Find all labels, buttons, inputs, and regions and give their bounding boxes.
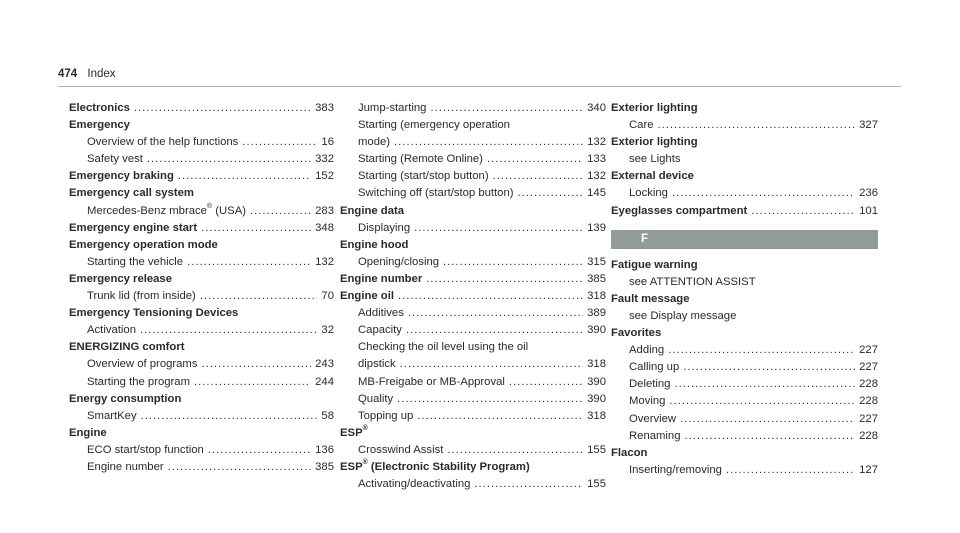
sub-entry[interactable]: Crosswind Assist ..... 155 — [340, 442, 606, 459]
leader-dots — [443, 254, 583, 271]
leader-dots — [141, 408, 318, 425]
leader-dots — [751, 203, 855, 220]
index-column-1 — [69, 100, 334, 476]
entry-heading[interactable]: Eyeglasses compartment ..... 101 — [611, 203, 878, 220]
page-ref: 340 — [587, 102, 606, 114]
page-ref: 228 — [859, 378, 878, 391]
leader-dots — [408, 305, 583, 322]
page-ref: 139 — [587, 221, 606, 234]
index-column-2 — [340, 100, 606, 493]
sub-entry[interactable]: Quality ..... 390 — [340, 391, 606, 408]
leader-dots — [474, 476, 583, 493]
leader-dots — [672, 185, 855, 202]
page-ref: 228 — [859, 429, 878, 442]
index-column-3 — [611, 100, 878, 479]
entry-heading: ESP® (Electronic Stability Program) — [340, 459, 530, 473]
entry-heading: Engine — [69, 426, 107, 439]
entry-heading: Energy consumption — [69, 392, 182, 405]
leader-dots — [417, 408, 583, 425]
index-entry — [69, 168, 334, 185]
index-entry — [69, 185, 334, 219]
page-ref: 132 — [587, 170, 606, 183]
page-ref: 327 — [859, 119, 878, 132]
page-ref: 383 — [315, 102, 334, 114]
leader-dots — [242, 134, 317, 151]
leader-dots — [168, 459, 312, 476]
leader-dots — [668, 342, 855, 359]
sub-entry[interactable]: Activating/deactivating ..... 155 — [340, 476, 606, 493]
leader-dots — [187, 254, 311, 271]
page-ref: 348 — [315, 221, 334, 234]
index-entry — [69, 425, 334, 476]
index-entry — [69, 271, 334, 305]
leader-dots — [487, 151, 583, 168]
sub-entry[interactable]: Switching off (start/stop button) ..... 145 — [340, 185, 606, 202]
sub-entry[interactable]: Jump-starting ..... 340 — [340, 100, 606, 117]
page-ref: 136 — [315, 443, 334, 456]
page-ref: 389 — [587, 307, 606, 320]
section-letter-bar: F — [611, 230, 878, 249]
sub-entry[interactable]: Overview of programs ..... 243 — [69, 356, 334, 373]
leader-dots — [200, 288, 318, 305]
sub-entry[interactable]: Starting (emergency operation mode) ..... 132 — [340, 117, 606, 151]
sub-entry[interactable]: Topping up ..... 318 — [340, 408, 606, 425]
entry-heading: Fault message — [611, 292, 690, 305]
page-ref: 58 — [321, 409, 334, 422]
entry-heading[interactable]: Engine number ..... 385 — [340, 271, 606, 288]
page-ref: 133 — [587, 153, 606, 166]
leader-dots — [208, 442, 311, 459]
page-ref: 390 — [587, 375, 606, 388]
index-entry — [69, 391, 334, 425]
entry-heading[interactable]: Engine oil ..... 318 — [340, 288, 606, 305]
page-ref: 132 — [315, 255, 334, 268]
leader-dots — [447, 442, 583, 459]
cross-reference[interactable]: see Display message — [629, 309, 737, 322]
entry-heading: Engine data — [340, 204, 405, 217]
entry-heading: ENERGIZING comfort — [69, 341, 185, 354]
entry-heading: ESP® — [340, 425, 368, 439]
page-ref: 152 — [315, 170, 334, 183]
sub-entry[interactable]: Opening/closing ..... 315 — [340, 254, 606, 271]
leader-dots — [518, 185, 584, 202]
sub-entry[interactable]: Starting (start/stop button) ..... 132 — [340, 168, 606, 185]
page-header — [58, 68, 116, 80]
entry-heading: Favorites — [611, 327, 662, 340]
page-ref: 318 — [587, 290, 606, 303]
page-ref: 227 — [859, 344, 878, 357]
sub-entry[interactable]: Calling up ..... 227 — [611, 359, 878, 376]
leader-dots — [685, 428, 856, 445]
sub-entry[interactable]: Starting the vehicle ..... 132 — [69, 254, 334, 271]
page-ref: 318 — [587, 358, 606, 371]
page-ref: 385 — [315, 460, 334, 473]
page-ref: 32 — [321, 324, 334, 337]
leader-dots — [394, 134, 583, 151]
page-ref: 70 — [321, 290, 334, 303]
registered-mark: ® — [206, 202, 213, 210]
entry-heading: Emergency operation mode — [69, 238, 218, 251]
leader-dots — [674, 376, 855, 393]
leader-dots — [509, 374, 583, 391]
index-entry — [69, 117, 334, 168]
leader-dots — [140, 322, 317, 339]
entry-heading: Flacon — [611, 446, 648, 459]
sub-entry[interactable]: Starting (Remote Online) ..... 133 — [340, 151, 606, 168]
header-divider — [58, 86, 901, 87]
sub-entry[interactable]: Overview of the help functions ..... 16 — [69, 134, 334, 151]
sub-entry[interactable]: Moving ..... 228 — [611, 393, 878, 410]
sub-entry[interactable]: Inserting/removing ..... 127 — [611, 462, 878, 479]
page-ref: 283 — [315, 204, 334, 217]
leader-dots — [250, 203, 311, 220]
entry-heading: Emergency release — [69, 272, 172, 285]
leader-dots — [398, 288, 583, 305]
index-entry — [69, 339, 334, 390]
leader-dots — [202, 356, 312, 373]
sub-entry[interactable]: Care ..... 327 — [611, 117, 878, 134]
sub-entry[interactable]: ECO start/stop function ..... 136 — [69, 442, 334, 459]
page-ref: 227 — [859, 412, 878, 425]
cross-reference[interactable]: see Lights — [629, 153, 681, 166]
sub-entry[interactable]: Safety vest ..... 332 — [69, 151, 334, 168]
leader-dots — [406, 322, 583, 339]
page-ref: 16 — [321, 136, 334, 149]
sub-entry[interactable]: Trunk lid (from inside) ..... 70 — [69, 288, 334, 305]
leader-dots — [726, 462, 855, 479]
entry-heading[interactable]: Emergency braking ..... 152 — [69, 168, 334, 185]
sub-entry[interactable]: Capacity ..... 390 — [340, 322, 606, 339]
entry-heading: External device — [611, 170, 694, 183]
registered-mark: ® — [362, 425, 368, 433]
leader-dots — [397, 391, 583, 408]
page-ref: 155 — [587, 478, 606, 491]
leader-dots — [147, 151, 311, 168]
sub-entry[interactable]: Locking ..... 236 — [611, 185, 878, 202]
page-ref: 390 — [587, 392, 606, 405]
page-ref: 332 — [315, 153, 334, 166]
sub-entry[interactable]: MB-Freigabe or MB-Approval ..... 390 — [340, 374, 606, 391]
entry-heading: Engine hood — [340, 238, 409, 251]
sub-entry[interactable]: SmartKey ..... 58 — [69, 408, 334, 425]
leader-dots — [426, 271, 583, 288]
page-ref: 227 — [859, 361, 878, 374]
cross-reference[interactable]: see ATTENTION ASSIST — [629, 275, 756, 288]
page-ref: 127 — [859, 463, 878, 476]
page-title: Index — [87, 68, 116, 80]
entry-heading: Emergency — [69, 119, 130, 132]
registered-mark: ® — [362, 459, 368, 467]
page-number: 474 — [58, 68, 78, 80]
index-entry — [69, 100, 334, 117]
sub-entry[interactable]: Engine number ..... 385 — [69, 459, 334, 476]
entry-heading: Exterior lighting — [611, 136, 698, 149]
leader-dots — [658, 117, 856, 134]
page-ref: 390 — [587, 324, 606, 337]
page-ref: 228 — [859, 395, 878, 408]
leader-dots — [430, 100, 583, 117]
leader-dots — [669, 393, 855, 410]
index-entry — [69, 237, 334, 271]
entry-heading: Exterior lighting — [611, 102, 698, 114]
leader-dots — [194, 374, 311, 391]
sub-entry[interactable]: Displaying ..... 139 — [340, 220, 606, 237]
entry-heading: Emergency call system — [69, 187, 194, 200]
leader-dots — [493, 168, 584, 185]
leader-dots — [134, 100, 311, 117]
sub-entry[interactable]: Additives ..... 389 — [340, 305, 606, 322]
sub-entry[interactable]: Checking the oil level using the oil dipstick ..... 318 — [340, 339, 606, 373]
page-ref: 385 — [587, 272, 606, 285]
page-ref: 243 — [315, 358, 334, 371]
entry-heading[interactable]: Electronics ..... 383 — [69, 100, 334, 117]
entry-heading: Fatigue warning — [611, 258, 698, 271]
sub-entry[interactable]: Renaming ..... 228 — [611, 428, 878, 445]
leader-dots — [201, 220, 311, 237]
leader-dots — [178, 168, 311, 185]
page-ref: 315 — [587, 255, 606, 268]
leader-dots — [683, 359, 855, 376]
page-ref: 145 — [587, 187, 606, 200]
leader-dots — [414, 220, 583, 237]
sub-entry[interactable]: Starting the program ..... 244 — [69, 374, 334, 391]
index-entry — [69, 305, 334, 339]
sub-entry[interactable]: Overview ..... 227 — [611, 411, 878, 428]
leader-dots — [680, 411, 855, 428]
page-ref: 132 — [587, 136, 606, 149]
page-ref: 155 — [587, 443, 606, 456]
sub-entry[interactable]: Adding ..... 227 — [611, 342, 878, 359]
index-entry — [69, 220, 334, 237]
entry-heading[interactable]: Emergency engine start ..... 348 — [69, 220, 334, 237]
page-ref: 236 — [859, 187, 878, 200]
page-ref: 244 — [315, 375, 334, 388]
page-ref: 318 — [587, 409, 606, 422]
sub-entry[interactable]: Activation ..... 32 — [69, 322, 334, 339]
entry-heading: Emergency Tensioning Devices — [69, 307, 239, 320]
sub-entry[interactable]: Deleting ..... 228 — [611, 376, 878, 393]
page-ref: 101 — [859, 204, 878, 217]
leader-dots — [400, 356, 583, 373]
sub-entry[interactable]: Mercedes-Benz mbrace® (USA) ..... 283 — [69, 203, 334, 220]
